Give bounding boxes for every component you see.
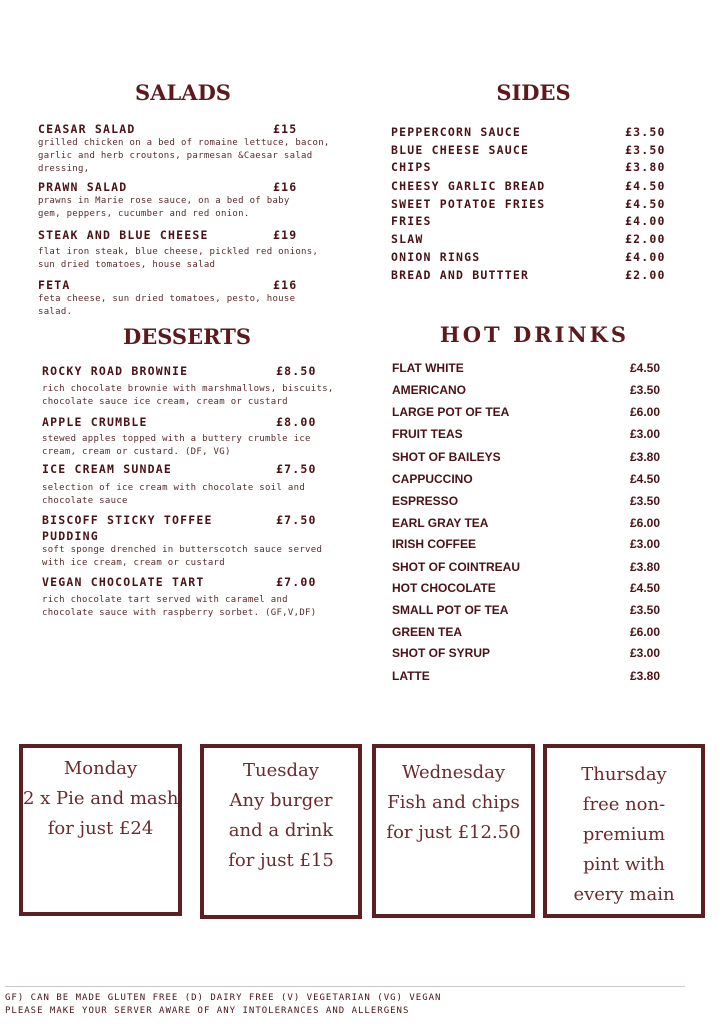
menu-item: [392, 383, 672, 397]
menu-item: [42, 512, 342, 544]
allergen-key: GF) CAN BE MADE GLUTEN FREE (D) DAIRY FREE (V) VEGETARIAN (VG) VEGAN: [5, 993, 442, 1003]
sides-section: [391, 80, 671, 290]
item-name: PEPPERCORN SAUCE: [391, 125, 521, 139]
item-name: CAPPUCCINO: [392, 472, 473, 486]
item-price: £15: [273, 122, 298, 136]
menu-item: [391, 197, 671, 211]
menu-item: [391, 268, 671, 282]
menu-item: [38, 180, 328, 194]
item-description: selection of ice cream with chocolate soil and chocolate sauce: [42, 483, 306, 506]
item-price: £16: [273, 278, 298, 292]
item-price: £3.50: [625, 125, 666, 139]
item-name: SHOT OF SYRUP: [392, 646, 491, 660]
menu-item: [392, 669, 672, 683]
menu-item: [392, 361, 672, 375]
item-price: £8.50: [276, 364, 317, 378]
menu-item: [391, 214, 671, 228]
item-price: £3.50: [630, 603, 661, 617]
item-description: rich chocolate tart served with caramel and chocolate sauce with raspberry sorbet. (GF,V,DF): [42, 595, 317, 618]
menu-item: [391, 179, 671, 193]
offer-box-tuesday: [200, 744, 362, 919]
menu-item: [42, 462, 342, 476]
item-price: £3.50: [630, 383, 661, 397]
item-name: EARL GRAY TEA: [392, 516, 489, 530]
daily-offers: [0, 744, 724, 920]
menu-item: [392, 494, 672, 508]
menu-item: [392, 560, 672, 574]
item-price: £4.50: [630, 581, 661, 595]
item-price: £2.00: [625, 268, 666, 282]
item-name: CHIPS: [391, 160, 432, 174]
item-name: FETA: [38, 278, 71, 292]
offer-text: Tuesday Any burger and a drink for just £15: [228, 760, 334, 871]
item-name: IRISH COFFEE: [392, 537, 477, 551]
item-price: £4.50: [630, 361, 661, 375]
item-name: SMALL POT OF TEA: [392, 603, 509, 617]
item-name: BLUE CHEESE SAUCE: [391, 143, 530, 157]
item-name: ICE CREAM SUNDAE: [42, 462, 172, 476]
menu-item: [392, 646, 672, 660]
menu-item: [42, 364, 342, 378]
salads-title: SALADS: [135, 80, 231, 105]
menu-item: [42, 575, 342, 589]
menu-item: [392, 581, 672, 595]
desserts-title: DESSERTS: [123, 324, 251, 349]
footer-divider: [5, 986, 685, 987]
item-description: feta cheese, sun dried tomatoes, pesto, house salad.: [38, 294, 296, 317]
item-description: grilled chicken on a bed of romaine lettuce, bacon, garlic and herb croutons, parmesan &Caesar salad dressing,: [38, 138, 330, 174]
menu-item: [38, 278, 328, 292]
item-price: £3.80: [630, 669, 661, 683]
item-name: PRAWN SALAD: [38, 180, 128, 194]
offer-box-thursday: [543, 744, 705, 918]
menu-item: [38, 122, 328, 136]
menu-item: [391, 250, 671, 264]
menu-item: [392, 472, 672, 486]
item-price: £4.00: [625, 250, 666, 264]
item-price: £3.80: [630, 560, 661, 574]
item-price: £3.00: [630, 646, 661, 660]
item-name: LATTE: [392, 669, 430, 683]
item-name: LARGE POT OF TEA: [392, 405, 510, 419]
item-name: GREEN TEA: [392, 625, 463, 639]
item-price: £3.50: [625, 143, 666, 157]
menu-item: [391, 125, 671, 139]
item-name: CEASAR SALAD: [38, 122, 136, 136]
item-price: £6.00: [630, 516, 661, 530]
item-price: £7.50: [276, 513, 317, 527]
item-name: SHOT OF COINTREAU: [392, 560, 520, 574]
item-price: £3.80: [625, 160, 666, 174]
menu-item: [38, 228, 328, 242]
menu-item: [391, 232, 671, 246]
item-price: £8.00: [276, 415, 317, 429]
item-name: ONION RINGS: [391, 250, 481, 264]
menu-item: [391, 160, 671, 174]
item-name: BREAD AND BUTTTER: [391, 268, 530, 282]
allergen-notice: PLEASE MAKE YOUR SERVER AWARE OF ANY INTOLERANCES AND ALLERGENS: [5, 1006, 410, 1016]
menu-item: [392, 427, 672, 441]
item-name: BISCOFF STICKY TOFFEE PUDDING: [42, 513, 213, 543]
hot-drinks-title: HOT DRINKS: [439, 322, 630, 347]
item-price: £3.00: [630, 427, 661, 441]
item-name: SLAW: [391, 232, 424, 246]
desserts-section: [42, 324, 342, 624]
item-name: SHOT OF BAILEYS: [392, 450, 501, 464]
item-price: £2.00: [625, 232, 666, 246]
item-name: ROCKY ROAD BROWNIE: [42, 364, 189, 378]
item-name: FRIES: [391, 214, 432, 228]
item-price: £6.00: [630, 405, 661, 419]
item-name: SWEET POTATOE FRIES: [391, 197, 546, 211]
item-description: flat iron steak, blue cheese, pickled red onions, sun dried tomatoes, house salad: [38, 247, 319, 270]
item-price: £19: [273, 228, 298, 242]
item-name: ESPRESSO: [392, 494, 459, 508]
offer-box-wednesday: [372, 744, 535, 918]
menu-item: [392, 450, 672, 464]
menu-item: [392, 603, 672, 617]
offer-text: Wednesday Fish and chips for just £12.50: [386, 762, 521, 843]
item-price: £4.50: [630, 472, 661, 486]
item-price: £4.00: [625, 214, 666, 228]
menu-item: [392, 405, 672, 419]
item-name: HOT CHOCOLATE: [392, 581, 496, 595]
menu-item: [42, 415, 342, 429]
menu-item: [392, 516, 672, 530]
hot-drinks-section: [392, 322, 672, 692]
offer-box-monday: [19, 744, 182, 916]
item-name: VEGAN CHOCOLATE TART: [42, 575, 205, 589]
sides-title: SIDES: [496, 80, 571, 105]
item-description: soft sponge drenched in butterscotch sauce served with ice cream, cream or custard: [42, 545, 323, 568]
menu-item: [392, 537, 672, 551]
menu-item: [391, 143, 671, 157]
item-price: £16: [273, 180, 298, 194]
salads-section: [38, 80, 328, 320]
item-price: £7.00: [276, 575, 317, 589]
item-price: £3.00: [630, 537, 661, 551]
item-price: £3.50: [630, 494, 661, 508]
menu-item: [392, 625, 672, 639]
item-name: APPLE CRUMBLE: [42, 415, 148, 429]
item-price: £3.80: [630, 450, 661, 464]
item-name: AMERICANO: [392, 383, 466, 397]
item-price: £6.00: [630, 625, 661, 639]
item-name: STEAK AND BLUE CHEESE: [38, 228, 209, 242]
item-name: FLAT WHITE: [392, 361, 464, 375]
item-price: £7.50: [276, 462, 317, 476]
item-description: stewed apples topped with a buttery crumble ice cream, cream or custard. (DF, VG): [42, 434, 311, 457]
offer-text: Monday 2 x Pie and mash for just £24: [23, 758, 179, 839]
item-description: prawns in Marie rose sauce, on a bed of baby gem, peppers, cucumber and red onion.: [38, 196, 290, 219]
offer-text: Thursday free non- premium pint with every main: [573, 764, 675, 905]
item-description: rich chocolate brownie with marshmallows, biscuits, chocolate sauce ice cream, cream or custard: [42, 384, 334, 407]
item-price: £4.50: [625, 197, 666, 211]
item-price: £4.50: [625, 179, 666, 193]
item-name: CHEESY GARLIC BREAD: [391, 179, 546, 193]
item-name: FRUIT TEAS: [392, 427, 463, 441]
